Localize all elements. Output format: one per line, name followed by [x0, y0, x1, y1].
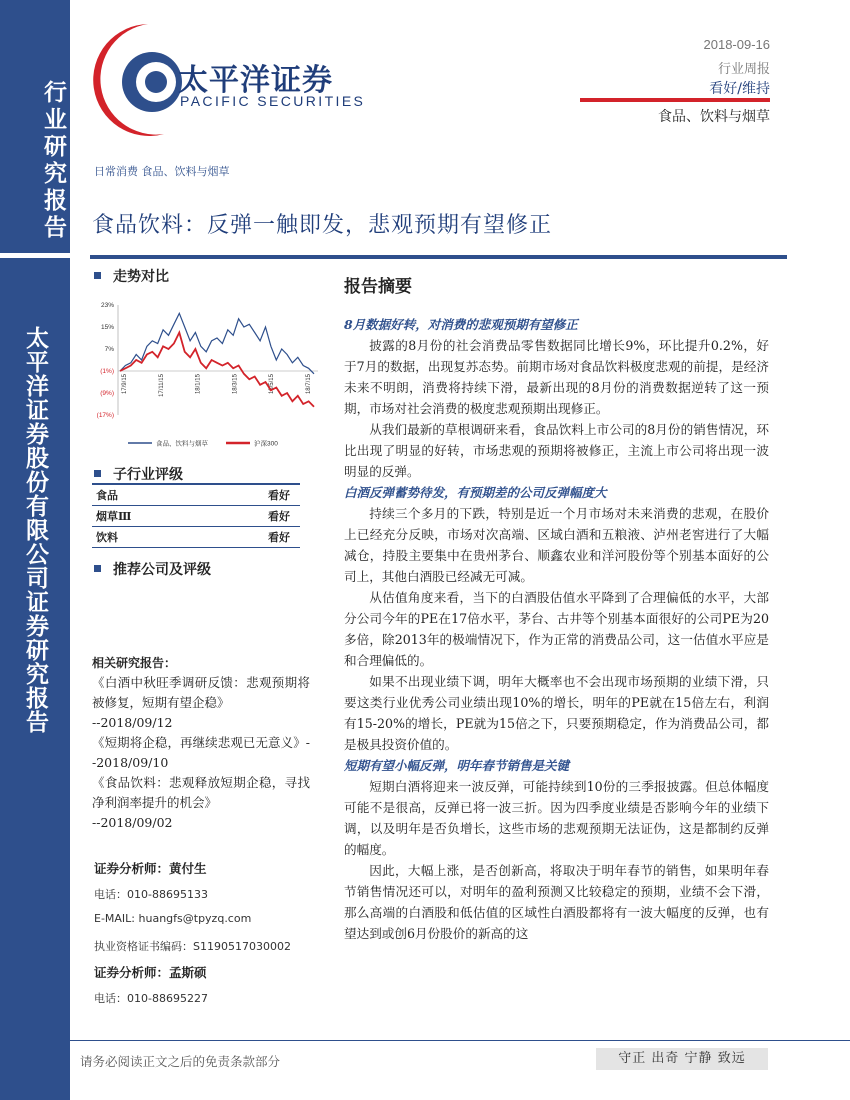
series-line-food-beverage	[120, 313, 314, 374]
y-tick-label: 15%	[100, 324, 114, 331]
table-row	[92, 527, 300, 548]
subindustry-rating: 看好	[206, 506, 300, 527]
summary-paragraph: 短期白酒将迎来一波反弹，可能持续到10份的三季报披露。但总体幅度可能不是很高，反弹已将一波三折。因为四季度业绩是否影响今年的业绩下调，以及明年是否负增长，这些市场的悲观预期无法证伪，这是都制约反弹的幅度。	[344, 779, 769, 857]
x-tick-label: 18/7/15	[306, 374, 312, 395]
subindustry-name: 饮料	[92, 527, 206, 548]
y-tick-label: 23%	[100, 302, 114, 309]
related-heading: 相关研究报告：	[92, 656, 177, 670]
summary-paragraph: 从估值角度来看，当下的白酒股估值水平降到了合理偏低的水平，大部分公司今年的PE在17倍水平，茅台、古井等个别基本面很好的公司PE为20多倍，除2013年的极端情况下，作为正常的消费品公司，这一估值水平应是和合理偏低的。	[344, 590, 769, 668]
report-date: 2018-09-16	[703, 37, 770, 52]
sidebar-bottom	[0, 258, 70, 1100]
x-tick-label: 18/5/15	[269, 374, 276, 395]
summary-paragraph: 从我们最新的草根调研来看，食品饮料上市公司的8月份的销售情况，环比出现了明显的好转，市场悲观的预期将被修正，主流上市公司将出现一波明显的反弹。	[344, 422, 769, 479]
square-bullet-icon	[94, 565, 101, 572]
sidebar-top	[0, 0, 70, 253]
subindustry-rating: 看好	[206, 527, 300, 548]
subindustry-name: 烟草Ⅲ	[92, 506, 206, 527]
x-tick-label: 18/3/15	[232, 374, 239, 395]
page-title: 食品饮料：反弹一触即发，悲观预期有望修正	[92, 213, 553, 238]
summary-paragraph: 如果不出现业绩下调，明年大概率也不会出现市场预期的业绩下滑，只要这类行业优秀公司业绩出现10%的增长，明年的PE就在15倍左右，利润有15-20%的增长，PE就为15倍之下，只要预期稳定，作为消费品公司，都是极具投资价值的。	[344, 674, 769, 752]
related-report-date: --2018/09/12	[92, 715, 173, 730]
summary-paragraph: 因此，大幅上涨，是否创新高，将取决于明年春节的销售，如果明年春节销售情况还可以，对明年的盈利预测又比较稳定的预期，业绩不会下滑，那么高端的白酒股和低估值的区域性白酒股都将有一波大幅度的反弹，也有望达到或创6月份股价的新高的这	[344, 863, 769, 941]
industry-rating: 看好/维持	[709, 81, 770, 97]
summary-subheading: 短期有望小幅反弹，明年春节销售是关键	[344, 758, 570, 773]
y-tick-label: 7%	[104, 346, 114, 353]
x-tick-label: 17/11/15	[158, 374, 165, 397]
y-tick-label: (17%)	[96, 412, 114, 419]
y-tick-label: (1%)	[100, 368, 114, 375]
x-tick-label: 18/1/15	[195, 374, 202, 395]
summary-subheading: 8月数据好转，对消费的悲观预期有望修正	[344, 317, 578, 332]
report-type: 行业周报	[717, 62, 770, 77]
analyst-name: 孟斯硕	[169, 965, 207, 980]
sidebar-top-label: 行业研究报告	[40, 80, 67, 242]
summary-body	[344, 314, 769, 944]
brand-name: 太平洋证券	[178, 63, 333, 98]
breadcrumb: 日常消费 食品、饮料与烟草	[94, 165, 230, 178]
legend-label: 食品、饮料与烟草	[156, 440, 208, 448]
analyst-1: 证券分析师：黄付生	[94, 861, 207, 876]
subindustry-name: 食品	[92, 484, 206, 506]
meta-divider	[580, 98, 770, 102]
brand-name-en: PACIFIC SECURITIES	[180, 93, 366, 109]
summary-paragraph: 披露的8月份的社会消费品零售数据同比增长9%，环比提升0.2%，好于7月的数据，出现复苏态势。前期市场对食品饮料极度悲观的前提，是经济未来不明朗，消费将持续下滑，最新出现的8月份的消费数据逆转了这一预期，市场对社会消费的极度悲观预期出现修正。	[344, 338, 769, 416]
title-divider	[90, 255, 787, 259]
analyst-name: 黄付生	[169, 861, 207, 876]
company-motto: 守正 出奇 宁静 致远	[596, 1048, 768, 1070]
subindustry-rating: 看好	[206, 484, 300, 506]
trend-heading: 走势对比	[94, 266, 169, 286]
related-reports	[92, 653, 310, 833]
y-tick-label: (9%)	[100, 390, 114, 397]
disclaimer-note: 请务必阅读正文之后的免责条款部分	[80, 1054, 281, 1069]
sidebar-company-label: 太平洋证券股份有限公司证券研究报告	[22, 326, 49, 734]
table-row	[92, 484, 300, 506]
analyst-1-email: E-MAIL: huangfs@tpyzq.com	[94, 912, 252, 925]
analyst-1-cert: 执业资格证书编码：S1190517030002	[94, 940, 291, 953]
subindustry-table	[92, 483, 300, 548]
square-bullet-icon	[94, 272, 101, 279]
x-tick-label: 17/9/15	[122, 374, 128, 395]
square-bullet-icon	[94, 470, 101, 477]
analyst-1-phone: 电话：010-88695133	[94, 888, 208, 901]
related-report-title: 《白酒中秋旺季调研反馈：悲观预期将被修复，短期有望企稳》	[92, 675, 310, 710]
related-report-title: 《短期将企稳，再继续悲观已无意义》--2018/09/10	[92, 735, 310, 770]
footer-divider	[70, 1040, 850, 1041]
summary-heading: 报告摘要	[344, 277, 412, 297]
report-sector: 食品、饮料与烟草	[658, 109, 770, 125]
subindustry-heading: 子行业评级	[94, 464, 183, 484]
analyst-2-phone: 电话：010-88695227	[94, 992, 208, 1005]
recommended-heading: 推荐公司及评级	[94, 559, 211, 579]
table-row	[92, 506, 300, 527]
related-report-date: --2018/09/02	[92, 815, 173, 830]
summary-paragraph: 持续三个多月的下跌，特别是近一个月市场对未来消费的悲观，在股价上已经充分反映，市场对次高端、区域白酒和五粮液、泸州老窖进行了大幅减仓，持股主要集中在贵州茅台、顺鑫农业和洋河股份等个别基本面好的公司上，其他白酒股已经减无可减。	[344, 506, 769, 584]
trend-chart	[88, 295, 324, 455]
summary-subheading: 白酒反弹蓄势待发，有预期差的公司反弹幅度大	[344, 485, 607, 500]
legend-label: 沪深300	[254, 440, 278, 448]
related-report-title: 《食品饮料：悲观释放短期企稳，寻找净利润率提升的机会》	[92, 775, 310, 810]
analyst-2: 证券分析师：孟斯硕	[94, 965, 207, 980]
